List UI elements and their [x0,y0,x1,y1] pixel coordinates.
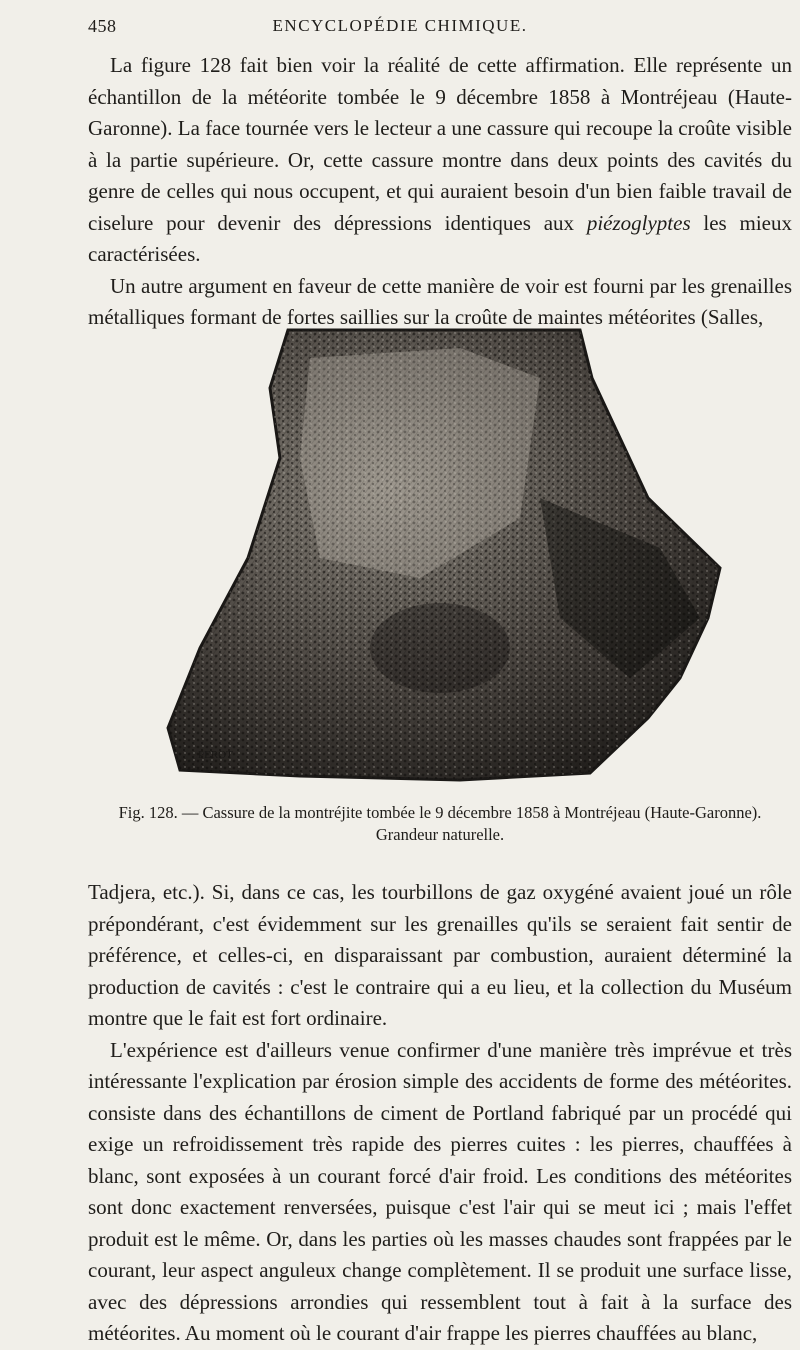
page-number: 458 [88,16,117,36]
meteorite-engraving [160,318,730,788]
top-text-block [88,50,792,334]
caption-subline: Grandeur naturelle. [375,825,505,844]
figure-caption [88,802,792,846]
bottom-text-block [88,877,792,1350]
paragraph-metallic-grains: Un autre argument en faveur de cette manière de voir est fourni par les grenailles métalliques formant de fortes saillies sur la croûte de maintes météorites (Salles, [88,273,792,329]
paragraph-continuation: Tadjera, etc.). Si, dans ce cas, les tourbillons de gaz oxygéné avaient joué un rôle prépondérant, c'est évidemment sur les grenailles qu'ils se seraient fait sentir de préférence, et celles-ci, en disparaissant par combustion, auraient déterminé la production de cavités : c'est le contraire qui a eu lieu, et la collection du Muséum montre que le fait est fort ordinaire. [88,880,792,1030]
engraver-signature: PEROT [198,749,233,761]
paragraph-figure-reference [88,50,792,271]
running-header [0,16,800,40]
meteorite-illustration [160,318,730,788]
caption-line: Fig. 128. — Cassure de la montréjite tombée le 9 décembre 1858 à Montréjeau (Haute-Garonne). [118,803,762,822]
paragraph-text: La figure 128 fait bien voir la réalité de cette affirmation. Elle représente un échantillon de la météorite tombée le 9 décembre 1858 à Montréjeau (Haute-Garonne). La face tournée vers le lecteur a une cassure qui recoupe la croûte visible à la partie supérieure. Or, cette cassure montre dans deux points des cavités du genre de celles qui nous occupent, et qui auraient besoin d'un bien faible travail de ciselure pour devenir des dépressions identiques aux [88,53,792,235]
paragraph-experience: L'expérience est d'ailleurs venue confirmer d'une manière très imprévue et très intéressante l'explication par érosion simple des accidents de forme des météorites. consiste dans des échantillons de ciment de Portland fabriqué par un procédé qui exige un refroidissement très rapide des pierres cuites : les pierres, chauffées à blanc, sont exposées à un courant forcé d'air froid. Les conditions des météorites sont donc exactement renversées, puisque c'est l'air qui se meut ici ; mais l'effet produit est le même. Or, dans les parties où les masses chaudes sont frappées par le courant, leur aspect anguleux change complètement. Il se produit une surface lisse, avec des dépressions arrondies qui ressemblent tout à fait à la surface des météorites. Au moment où le courant d'air frappe les pierres chauffées au blanc, [88,1037,792,1345]
italic-term: piézoglyptes [586,210,691,235]
paragraph-text-end: les mieux caractérisées. [88,210,792,266]
running-title: ENCYCLOPÉDIE CHIMIQUE. [272,16,528,35]
